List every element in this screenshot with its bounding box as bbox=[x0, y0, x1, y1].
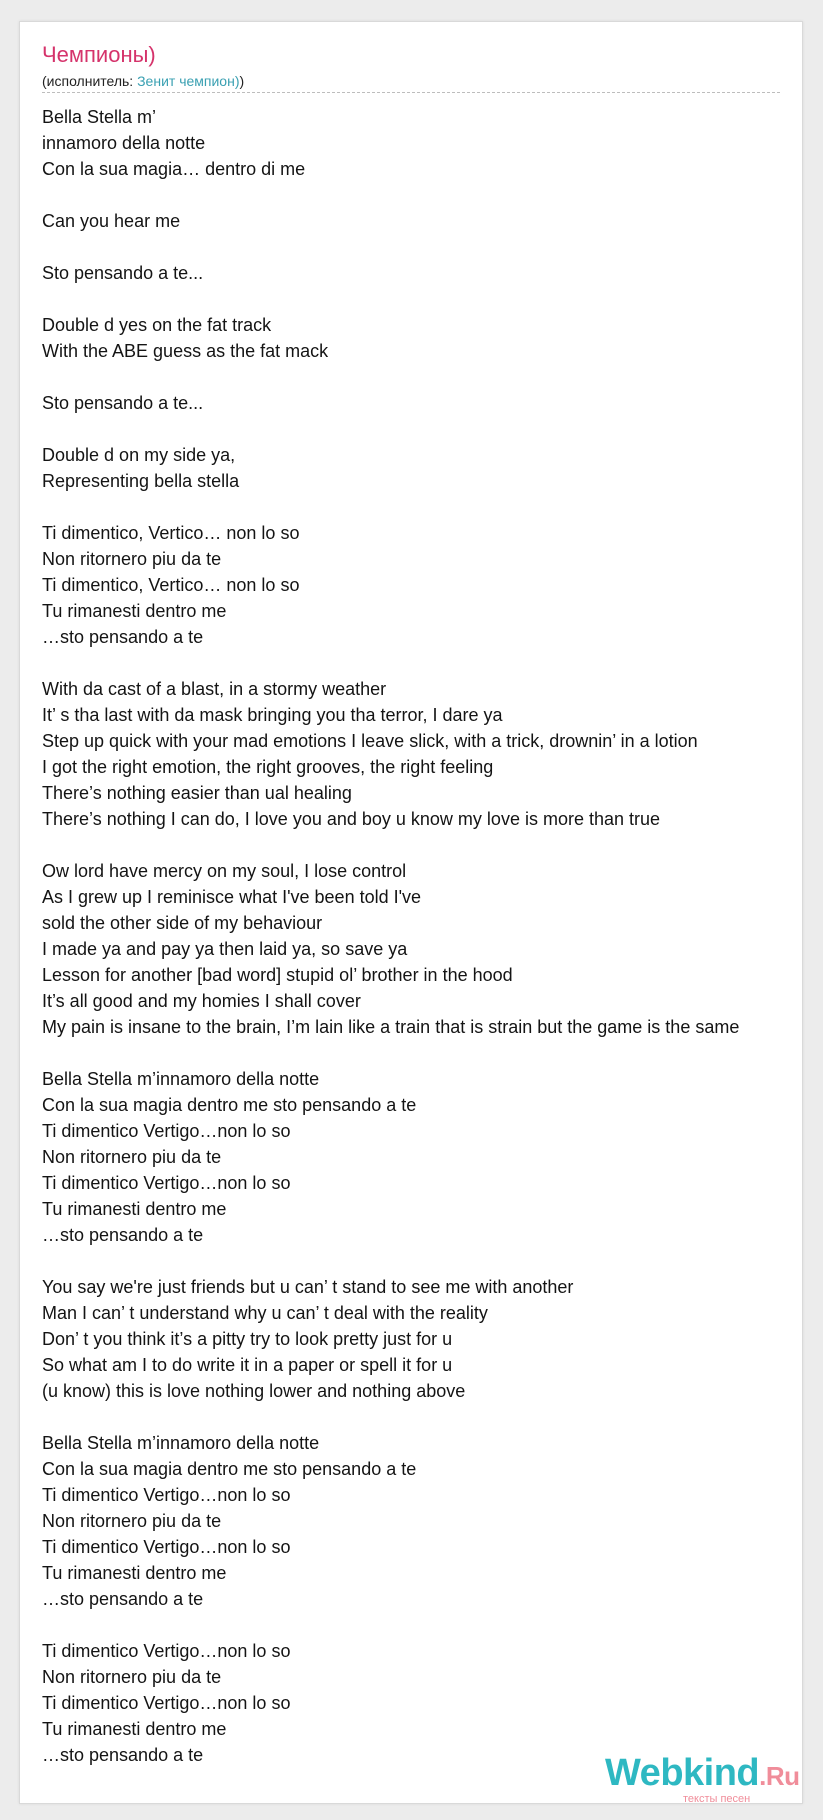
lyric-line: It’s all good and my homies I shall cover bbox=[42, 991, 361, 1011]
artist-prefix: (исполнитель: bbox=[42, 73, 138, 89]
lyric-blank-line bbox=[42, 1040, 803, 1066]
lyric-line: With da cast of a blast, in a stormy weather bbox=[42, 679, 387, 699]
lyric-line: Ti dimentico Vertigo…non lo so bbox=[42, 1485, 291, 1505]
lyric-line: Bella Stella m’ bbox=[42, 107, 157, 127]
lyric-line: I made ya and pay ya then laid ya, so save ya bbox=[42, 939, 408, 959]
lyric-line: Ti dimentico, Vertico… non lo so bbox=[42, 523, 300, 543]
lyric-line: …sto pensando a te bbox=[42, 1589, 204, 1609]
lyric-line: Con la sua magia dentro me sto pensando a te bbox=[42, 1095, 417, 1115]
lyric-line: Lesson for another [bad word] stupid ol’ brother in the hood bbox=[42, 965, 513, 985]
lyric-blank-line bbox=[42, 1248, 803, 1274]
lyric-blank-line bbox=[42, 1612, 803, 1638]
lyric-line: Step up quick with your mad emotions I leave slick, with a trick, drownin’ in a lotion bbox=[42, 731, 698, 751]
lyrics-text bbox=[42, 104, 803, 1768]
song-title: Чемпионы) bbox=[42, 42, 156, 67]
lyric-line: Tu rimanesti dentro me bbox=[42, 1719, 227, 1739]
lyric-line: Non ritornero piu da te bbox=[42, 1667, 222, 1687]
lyric-blank-line bbox=[42, 832, 803, 858]
artist-line bbox=[42, 73, 244, 90]
lyric-line: So what am I to do write it in a paper or spell it for u bbox=[42, 1355, 453, 1375]
lyric-blank-line bbox=[42, 494, 803, 520]
artist-link[interactable]: Зенит чемпион) bbox=[137, 73, 240, 89]
lyric-line: Ti dimentico Vertigo…non lo so bbox=[42, 1693, 291, 1713]
lyric-line: Ti dimentico, Vertico… non lo so bbox=[42, 575, 300, 595]
lyric-line: There’s nothing I can do, I love you and boy u know my love is more than true bbox=[42, 809, 661, 829]
lyric-line: With the ABE guess as the fat mack bbox=[42, 341, 329, 361]
lyric-line: Tu rimanesti dentro me bbox=[42, 1563, 227, 1583]
lyric-line: Non ritornero piu da te bbox=[42, 1511, 222, 1531]
lyrics-card bbox=[19, 21, 803, 1804]
lyric-line: Double d yes on the fat track bbox=[42, 315, 272, 335]
lyric-line: innamoro della notte bbox=[42, 133, 206, 153]
lyric-line: (u know) this is love nothing lower and nothing above bbox=[42, 1381, 466, 1401]
lyric-line: As I grew up I reminisce what I've been told I've bbox=[42, 887, 422, 907]
webkind-logo bbox=[605, 1752, 800, 1804]
lyric-blank-line bbox=[42, 416, 803, 442]
lyric-line: Con la sua magia dentro me sto pensando a te bbox=[42, 1459, 417, 1479]
lyric-line: You say we're just friends but u can’ t stand to see me with another bbox=[42, 1277, 574, 1297]
lyric-blank-line bbox=[42, 1404, 803, 1430]
lyric-line: sold the other side of my behaviour bbox=[42, 913, 323, 933]
lyric-line: …sto pensando a te bbox=[42, 1745, 204, 1765]
lyric-line: Double d on my side ya, bbox=[42, 445, 236, 465]
song-header bbox=[42, 42, 780, 93]
lyric-blank-line bbox=[42, 182, 803, 208]
lyric-line: Bella Stella m’innamoro della notte bbox=[42, 1069, 320, 1089]
lyric-line: …sto pensando a te bbox=[42, 1225, 204, 1245]
lyric-line: Con la sua magia… dentro di me bbox=[42, 159, 306, 179]
lyric-line: My pain is insane to the brain, I’m lain like a train that is strain but the game is the same bbox=[42, 1017, 740, 1037]
lyric-blank-line bbox=[42, 234, 803, 260]
webkind-logo-text bbox=[605, 1753, 800, 1796]
lyric-blank-line bbox=[42, 364, 803, 390]
webkind-tagline: тексты песен bbox=[683, 1793, 751, 1804]
lyric-line: Bella Stella m’innamoro della notte bbox=[42, 1433, 320, 1453]
lyric-line: Sto pensando a te... bbox=[42, 263, 204, 283]
lyric-line: Ti dimentico Vertigo…non lo so bbox=[42, 1121, 291, 1141]
lyric-line: …sto pensando a te bbox=[42, 627, 204, 647]
lyric-line: Can you hear me bbox=[42, 211, 181, 231]
lyric-line: Tu rimanesti dentro me bbox=[42, 1199, 227, 1219]
lyric-line: Man I can’ t understand why u can’ t deal with the reality bbox=[42, 1303, 488, 1323]
lyric-line: Representing bella stella bbox=[42, 471, 240, 491]
webkind-brand: Webkind bbox=[605, 1752, 760, 1794]
lyric-blank-line bbox=[42, 286, 803, 312]
lyric-line: There’s nothing easier than ual healing bbox=[42, 783, 352, 803]
lyric-line: Non ritornero piu da te bbox=[42, 1147, 222, 1167]
lyric-line: It’ s tha last with da mask bringing you tha terror, I dare ya bbox=[42, 705, 503, 725]
lyric-line: Non ritornero piu da te bbox=[42, 549, 222, 569]
lyric-line: Sto pensando a te... bbox=[42, 393, 204, 413]
lyric-line: Ow lord have mercy on my soul, I lose control bbox=[42, 861, 407, 881]
lyric-line: Don’ t you think it’s a pitty try to look pretty just for u bbox=[42, 1329, 453, 1349]
lyric-line: Ti dimentico Vertigo…non lo so bbox=[42, 1173, 291, 1193]
lyric-line: Ti dimentico Vertigo…non lo so bbox=[42, 1641, 291, 1661]
lyric-line: Ti dimentico Vertigo…non lo so bbox=[42, 1537, 291, 1557]
lyric-line: I got the right emotion, the right grooves, the right feeling bbox=[42, 757, 494, 777]
webkind-tld: .Ru bbox=[759, 1761, 800, 1791]
lyric-line: Tu rimanesti dentro me bbox=[42, 601, 227, 621]
artist-suffix: ) bbox=[239, 73, 245, 89]
lyric-blank-line bbox=[42, 650, 803, 676]
